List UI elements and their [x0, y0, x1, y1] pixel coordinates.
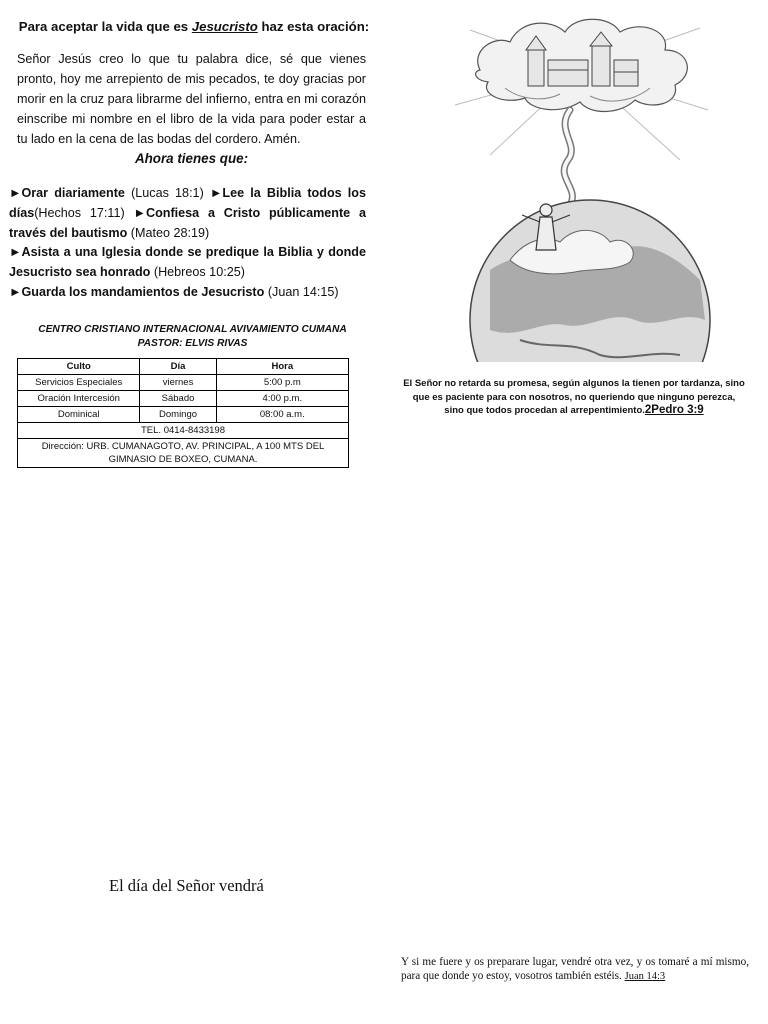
table-row [18, 407, 349, 423]
table-cell: Oración Intercesión [18, 391, 140, 407]
verse-reference: Juan 14:3 [624, 971, 666, 982]
arrow-icon: ► [9, 186, 22, 200]
church-pastor: PASTOR: ELVIS RIVAS [137, 337, 248, 349]
step-read-ref: (Hechos 17:11) [34, 205, 134, 220]
step-pray-ref: (Lucas 18:1) [124, 186, 210, 200]
step-commandments: Guarda los mandamientos de Jesucristo [21, 284, 265, 299]
now-heading: Ahora tienes que: [134, 151, 249, 166]
table-cell: 5:00 p.m [216, 375, 348, 391]
table-cell: Sábado [140, 391, 216, 407]
table-cell: Domingo [140, 407, 216, 423]
prayer-heading-pre: Para aceptar la vida que es [18, 19, 192, 34]
table-row [18, 391, 349, 407]
verse-text: El Señor no retarda su promesa, según algunos la tienen por tardanza, sino que es paciente para con nosotros, no queriendo que ninguno perezca, sino que todos procedan al arrepentimiento. [403, 378, 745, 416]
step-church-ref: (Hebreos 10:25) [150, 265, 245, 280]
prayer-body: Señor Jesús creo lo que tu palabra dice, sé que vienes pronto, hoy me arrepiento de mis pecados, te doy gracias por morir en la cruz para librarme del infierno, entra en mi corazón einscribe mi nombre en el libro de la vida para poder estar a tu lado en la cena de las bodas del cordero. Amén. [17, 52, 366, 146]
table-cell: Servicios Especiales [18, 375, 140, 391]
steps-list [9, 184, 366, 303]
address-cell: Dirección: URB. CUMANAGOTO, AV. PRINCIPAL, A 100 MTS DEL GIMNASIO DE BOXEO, CUMANA. [18, 439, 349, 468]
day-title: El día del Señor vendrá [109, 876, 264, 895]
table-header-row [18, 359, 349, 375]
table-cell: Dominical [18, 407, 140, 423]
church-name: CENTRO CRISTIANO INTERNACIONAL AVIVAMIENTO CUMANA [38, 324, 347, 335]
step-confess-ref: (Mateo 28:19) [127, 225, 210, 240]
arrow-icon: ► [9, 284, 22, 299]
step-read: Lee la Biblia todos los días [9, 186, 366, 220]
verse-text: Y si me fuere y os preparare lugar, vendré otra vez, y os tomaré a mí mismo, para que donde yo estoy, vosotros también estéis. [401, 956, 749, 982]
prayer-heading-name: Jesucristo [191, 19, 258, 34]
table-cell: viernes [140, 375, 216, 391]
schedule-table [17, 358, 349, 468]
prayer-heading [14, 19, 374, 34]
heaven-earth-illustration [450, 10, 712, 362]
table-cell: 4:00 p.m. [216, 391, 348, 407]
arrow-icon: ► [209, 186, 223, 200]
table-row [18, 375, 349, 391]
table-header: Día [140, 359, 216, 375]
table-cell: 08:00 a.m. [216, 407, 348, 423]
arrow-icon: ► [133, 205, 146, 220]
verse-juan [401, 955, 749, 984]
arrow-icon: ► [9, 245, 22, 260]
table-header: Hora [216, 359, 348, 375]
step-commandments-ref: (Juan 14:15) [264, 284, 339, 299]
step-pray: Orar diariamente [21, 186, 125, 200]
church-info [17, 323, 368, 350]
verse-2-pedro [402, 377, 746, 418]
step-confess: Confiesa a Cristo públicamente a través del bautismo [9, 205, 366, 240]
table-row [18, 439, 349, 468]
prayer-heading-post: haz esta oración: [257, 19, 370, 34]
step-church: Asista a una Iglesia donde se predique la Biblia y donde Jesucristo sea honrado [9, 245, 366, 280]
table-row [18, 423, 349, 439]
phone-cell: TEL. 0414-8433198 [18, 423, 349, 439]
verse-reference: 2Pedro 3:9 [644, 404, 704, 416]
table-header: Culto [18, 359, 140, 375]
